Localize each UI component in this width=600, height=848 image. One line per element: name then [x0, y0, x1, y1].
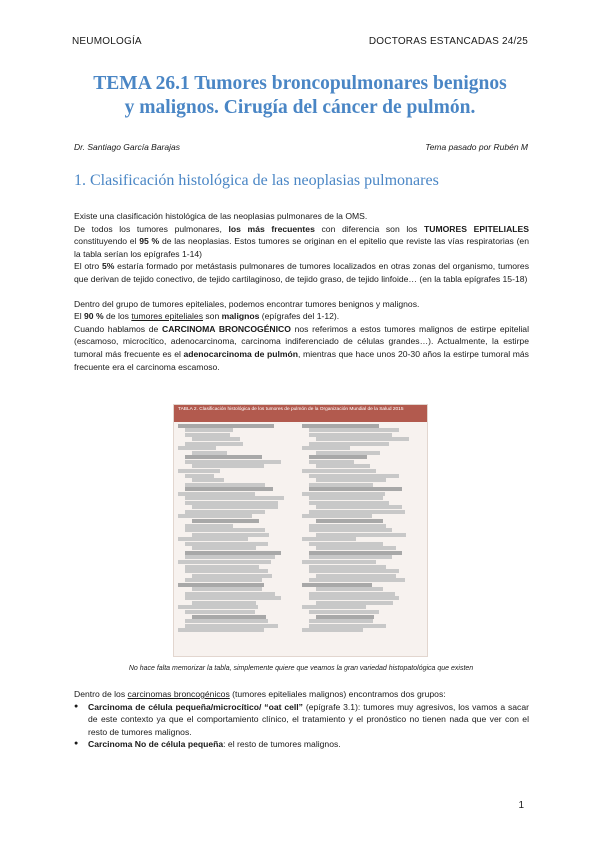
table-row-text	[185, 433, 230, 437]
table-row-text	[192, 533, 269, 537]
paragraph: El 90 % de los tumores epiteliales son malignos (epígrafes del 1-12).	[74, 311, 340, 322]
table-row-text	[178, 605, 258, 609]
table-row-text	[309, 460, 354, 464]
table-row-text	[185, 428, 233, 432]
table-row-text	[178, 469, 220, 473]
figure-caption: No hace falta memorizar la tabla, simplemente quiere que veamos la gran variedad histopatológica que existen	[128, 665, 474, 672]
header-subject: NEUMOLOGÍA	[72, 36, 142, 47]
table-row-text	[309, 487, 402, 491]
table-row-text	[316, 451, 380, 455]
table-row-text	[192, 574, 272, 578]
table-row-text	[309, 542, 383, 546]
paragraph: Cuando hablamos de CARCINOMA BRONCOGÉNICO nos referimos a estos tumores malignos de estirpe epitelial (escamoso, microcítico, adenocarcinoma, carcinoma indiferenciado de células grandes…). Actualmente, la estirpe tumoral más frecuente es el adenocarcinoma de pulmón, mientras que hace unos 20-30 años la estirpe tumoral más frecuente era el carcinoma escamoso.	[74, 323, 529, 372]
table-row-text	[309, 624, 386, 628]
paragraph: De todos los tumores pulmonares, los más frecuentes con diferencia son los TUMORES EPITELIALES constituyendo el 95 % de las neoplasias. Estos tumores se originan en el epitelio que reviste las vías respiratorias (en la tabla serían los epígrafes 1-14)	[74, 223, 529, 259]
table-row-text	[185, 442, 243, 446]
table-row-text	[316, 464, 370, 468]
table-row-text	[185, 619, 268, 623]
table-row-text	[185, 510, 265, 514]
table-row-text	[316, 601, 393, 605]
table-row-text	[178, 424, 274, 428]
table-row-text	[185, 474, 214, 478]
table-row-text	[309, 496, 383, 500]
table-row-text	[185, 542, 268, 546]
table-row-text	[192, 601, 256, 605]
table-row-text	[309, 483, 373, 487]
table-row-text	[185, 551, 281, 555]
table-row-text	[192, 519, 259, 523]
table-row-text	[185, 555, 275, 559]
table-row-text	[192, 464, 264, 468]
table-row-text	[192, 615, 266, 619]
table-row-text	[185, 483, 265, 487]
table-row-text	[192, 451, 227, 455]
table-row-text	[316, 478, 386, 482]
table-row-text	[178, 514, 252, 518]
table-row-text	[185, 496, 284, 500]
table-row-text	[309, 565, 386, 569]
table-row-text	[309, 569, 399, 573]
table-row-text	[192, 478, 224, 482]
table-row-text	[185, 610, 255, 614]
paragraph: Dentro del grupo de tumores epiteliales, podemos encontrar tumores benignos y malignos.	[74, 298, 420, 309]
table-row-text	[185, 592, 275, 596]
table-row-text	[309, 619, 373, 623]
paragraph: El otro 5% estaría formado por metástasis pulmonares de tumores localizados en otras zonas del organismo, tumores que derivan de tejido conectivo, de tejido cartilaginoso, de tejido graso, de tejido linfoide… (en la tabla epígrafes 15-18)	[74, 261, 529, 284]
table-row-text	[302, 560, 376, 564]
author-name: Dr. Santiago García Barajas	[74, 142, 180, 152]
table-row-text	[185, 487, 273, 491]
title-line-1: TEMA 26.1 Tumores broncopulmonares benignos	[93, 73, 507, 94]
table-title: TABLA 2. Clasificación histológica de los tumores de pulmón de la Organización Mundial de la Salud 2015	[174, 405, 427, 422]
table-row-text	[192, 437, 240, 441]
table-row-text	[309, 578, 405, 582]
list-item: ● Carcinoma de célula pequeña/microcítico/ “oat cell” (epígrafe 3.1): tumores muy agresivos, los vamos a sacar de este contexto ya que el comportamiento clínico, el tratamiento y el pronóstico no tienen nada que ver con el resto de tumores malignos.	[74, 701, 529, 739]
section-body	[74, 210, 529, 373]
table-row-text	[185, 578, 262, 582]
table-row-text	[302, 469, 376, 473]
table-row-text	[192, 546, 256, 550]
table-row-text	[185, 524, 233, 528]
table-row-text	[302, 605, 366, 609]
transcriber-name: Tema pasado por Rubén M	[425, 142, 528, 152]
table-row-text	[185, 455, 262, 459]
table-row-text	[316, 615, 374, 619]
table-row-text	[316, 519, 383, 523]
table-row-text	[316, 437, 409, 441]
table-row-text	[302, 446, 350, 450]
table-row-text	[316, 546, 396, 550]
table-row-text	[185, 624, 278, 628]
page-number: 1	[518, 800, 524, 811]
section-heading: 1. Clasificación histológica de las neoplasias pulmonares	[74, 172, 439, 189]
table-column-right	[302, 423, 422, 633]
paragraph: Existe una clasificación histológica de las neoplasias pulmonares de la OMS.	[74, 211, 368, 221]
table-row-text	[309, 501, 389, 505]
table-row-text	[309, 596, 399, 600]
table-row-text	[309, 510, 405, 514]
bullet-list	[74, 701, 529, 751]
table-row-text	[309, 551, 402, 555]
page-header	[72, 36, 528, 50]
table-row-text	[178, 537, 248, 541]
table-row-text	[185, 569, 268, 573]
classification-table-image	[173, 404, 428, 657]
table-row-text	[309, 592, 395, 596]
list-item: ● Carcinoma No de célula pequeña: el resto de tumores malignos.	[74, 738, 529, 751]
table-row-text	[316, 574, 396, 578]
table-row-text	[185, 528, 265, 532]
table-body	[178, 423, 423, 654]
table-row-text	[309, 610, 379, 614]
table-row-text	[185, 596, 281, 600]
table-row-text	[185, 565, 259, 569]
table-row-text	[178, 560, 271, 564]
table-row-text	[192, 505, 278, 509]
title-line-2: y malignos. Cirugía del cáncer de pulmón.	[124, 97, 476, 118]
table-row-text	[309, 555, 392, 559]
table-row-text	[309, 433, 392, 437]
header-group: DOCTORAS ESTANCADAS 24/25	[368, 36, 528, 47]
section-body-continued	[74, 688, 529, 751]
table-row-text	[192, 587, 262, 591]
table-row-text	[178, 583, 264, 587]
table-row-text	[302, 583, 372, 587]
table-row-text	[309, 442, 389, 446]
table-row-text	[309, 428, 399, 432]
document-title	[50, 72, 550, 120]
table-row-text	[316, 533, 406, 537]
table-row-text	[309, 455, 367, 459]
table-row-text	[316, 587, 383, 591]
table-row-text	[309, 474, 399, 478]
table-row-text	[178, 492, 255, 496]
table-row-text	[302, 537, 356, 541]
table-row-text	[316, 505, 402, 509]
table-row-text	[302, 492, 385, 496]
table-row-text	[185, 501, 278, 505]
table-row-text	[178, 446, 216, 450]
table-row-text	[309, 524, 386, 528]
paragraph: Dentro de los carcinomas broncogénicos (tumores epiteliales malignos) encontramos dos grupos:	[74, 689, 446, 699]
table-row-text	[185, 460, 281, 464]
table-row-text	[302, 514, 372, 518]
table-row-text	[302, 628, 363, 632]
table-row-text	[178, 628, 264, 632]
table-row-text	[302, 424, 379, 428]
table-column-left	[178, 423, 298, 633]
table-row-text	[309, 528, 392, 532]
